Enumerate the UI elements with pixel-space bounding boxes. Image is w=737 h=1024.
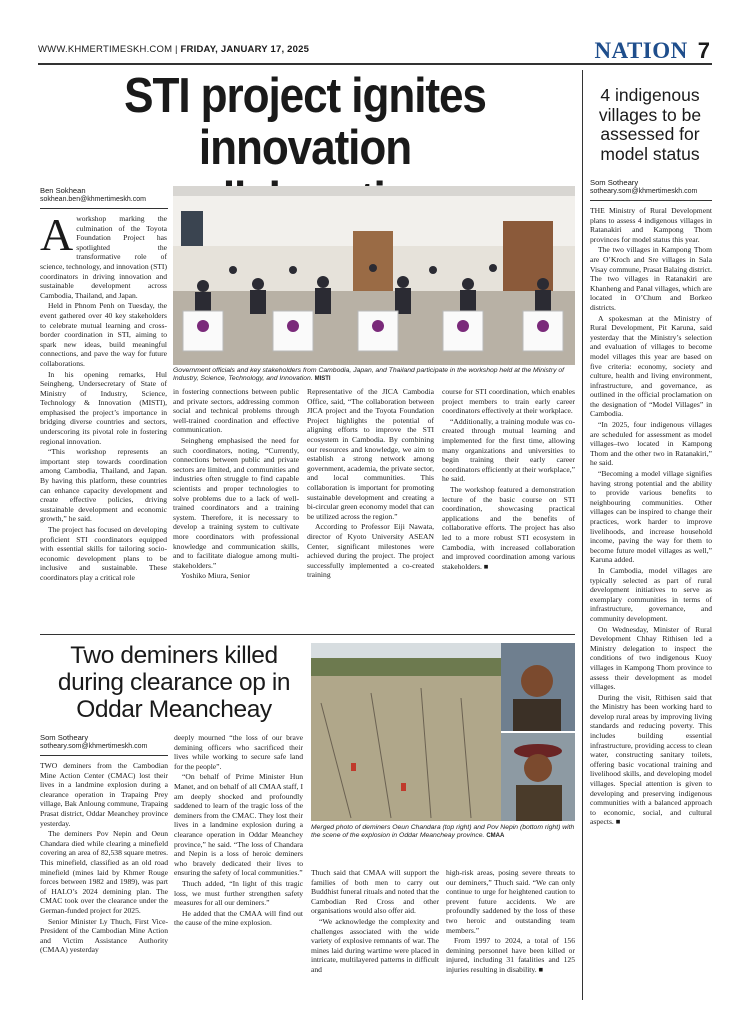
deminers-headline-line1: Two deminers killed (70, 642, 278, 669)
page-number: 7 (697, 38, 710, 63)
main-headline-line1: STI project ignites (124, 69, 486, 123)
sidebar-para-6: In Cambodia, model villages are typically selected as part of rural development initiatives to serve as exemplary communities in terms of infrastructure, governance, and community development. (590, 565, 712, 623)
masthead-separator: | (175, 44, 181, 55)
sidebar-para-8: During the visit, Rithisen said that the Ministry has been working hard to develop rural areas by improving living standards and reducing poverty. This includes building essential infrastructure, providing access to clean water, constructing sanitary toilets, offering basic vocational training and livelihood skills, and developing model villages. Special attention is given to developing and preserving indigenous communities with a balanced approach to economic, social, and cultural aspects. ■ (590, 692, 712, 827)
deminers-col2-para-3: Thuch added, “In light of this tragic loss, we must further strengthen safety measures for all our deminers.” (174, 878, 303, 908)
main-col1-para-2: Held in Phnom Penh on Tuesday, the event gathered over 40 key stakeholders to celebrate mutual learning and cross-border coordination in STI, aiming to spark new ideas, build meaningful connections, and pave the way for future collaborations. (40, 301, 167, 368)
deminers-col4-para-2: From 1997 to 2024, a total of 156 demining personnel have been killed or injured, including 31 fatalities and 125 injuries resulting in disability. ■ (446, 936, 575, 974)
main-col4-para-1: course for STI coordination, which enables project members to train early career coordinators effectively at their workplace. (442, 387, 575, 416)
deminers-col1-para-2: The deminers Pov Nepin and Oeun Chandara died while clearing a minefield covering an area of 82,538 square metres. This minefield, classified as an old road minefield (mines laid by Khmer Rouge forces between 1982 and 1989), was part of HALO’s 2024 demining plan. The CMAC took over the clearance under the German-funded project for 2025. (40, 829, 168, 915)
deminers-col1-para-3: Senior Minister Ly Thuch, First Vice-President of the Cambodian Mine Action and Victim Assistance Authority (CMAA) yesterday (40, 916, 168, 955)
sidebar-para-7: On Wednesday, Minister of Rural Development Chhay Rithisen led a Ministry delegation to inspect the conditions of two indigenous Kuoy villages in Kampong Thom province to assess their development as model villages. (590, 624, 712, 692)
main-col1-para-3: In his opening remarks, Hul Seingheng, Undersecretary of State of Ministry of Industry, Science, Technology & Innovation (MISTI), emphasised the project’s importance in bridging diverse countries and sectors, underscoring its pivotal role in fostering regional innovation. (40, 369, 167, 446)
sidebar-headline: 4 indigenous villages to be assessed for model status (598, 85, 702, 164)
deminers-photo-caption (311, 824, 575, 841)
article-divider (40, 634, 575, 635)
workshop-photo-caption (173, 367, 575, 384)
deminers-byline-rule (40, 755, 168, 756)
drop-cap: A (40, 209, 74, 260)
deminers-photo (311, 643, 575, 821)
deminers-col2-para-1: deeply mourned “the loss of our brave demining officers who sacrificed their lives while working to secure safe land for the people”. (174, 733, 303, 771)
sidebar-byline-rule (590, 200, 712, 201)
deminers-col1 (40, 761, 168, 956)
deminers-headline (40, 642, 308, 723)
section-label (592, 38, 710, 64)
main-headline-line2: innovation (198, 121, 412, 175)
main-col3-para-2: According to Professor Eiji Nawata, director of Kyoto University ASEAN Center, significant milestones were achieved during the project. The project successfully implemented a co-created training (307, 522, 434, 580)
issue-date: FRIDAY, JANUARY 17, 2025 (180, 44, 310, 55)
main-author: Ben Sokhean (40, 186, 86, 195)
workshop-photo-illustration (173, 186, 575, 365)
main-col1-para-4: “This workshop represents an important step towards coordination among Cambodia, Thailand, and Japan. By having this platform, these countries can enhance capacity development and create effective policies, driving sustainable development and economic growth,” he said. (40, 447, 167, 524)
deminers-photo-illustration (311, 643, 575, 821)
workshop-photo (173, 186, 575, 365)
main-col4-para-3: The workshop featured a demonstration lecture of the basic course on STI coordination, showcasing practical applications and the benefits of collaborative efforts. The project has also led to a more robust STI ecosystem in Cambodia, with increased collaboration and improved coordination among various stakeholders. ■ (442, 484, 575, 571)
deminers-col2-para-2: “On behalf of Prime Minister Hun Manet, and on behalf of all CMAA staff, I am deeply shocked and profoundly saddened to learn of the tragic loss of the deminers from the CMAC. They lost their lives in a landmine explosion during a clearance operation in Oddar Meanchey province,” he said. “The loss of Chandara and Nepin is a loss of heroic deminers who bravely dedicated their lives to ensuring the safety of local communities.” (174, 772, 303, 878)
sidebar-para-4: “In 2025, four indigenous villages are scheduled for assessment as model villages–two located in Kampong Thom and the other two in Ratanakiri,” he said. (590, 420, 712, 468)
main-article-col2 (173, 387, 299, 582)
sidebar-body (590, 206, 712, 828)
main-col1-para-5: The project has focused on developing proficient STI coordinators equipped with essential skills for tailoring socio-economic development plans to be inclusive and sustainable. These coordinators play a critical role (40, 525, 167, 582)
site-url: WWW.KHMERTIMESKH.COM (38, 44, 173, 55)
deminers-byline (40, 733, 180, 751)
deminers-author-email[interactable]: sotheary.som@khmertimeskh.com (40, 743, 148, 750)
deminers-headline-line3: Oddar Meancheay (76, 696, 272, 723)
sidebar-byline (590, 178, 714, 196)
sidebar-author-email[interactable]: sotheary.som@khmertimeskh.com (590, 188, 698, 195)
main-col2-para-3: Yoshiko Miura, Senior (181, 571, 251, 581)
main-article-col1 (40, 209, 167, 584)
sidebar-author: Som Sotheary (590, 178, 639, 187)
workshop-caption-text: Government officials and key stakeholders from Cambodia, Japan, and Thailand participate in the workshop held at the Ministry of Industry, Science, Technology, and Innovation. (173, 367, 565, 383)
sidebar-para-3: A spokesman at the Ministry of Rural Development, Pit Karuna, said yesterday that the Ministry’s selection and evaluation of villages to become model villages this year are based on five criteria: economy, society and culture, health and living environment, infrastructure, and governance, as outlined in the official proclamation on the designation of “Model Villages” in Cambodia. (590, 313, 712, 419)
deminers-col4 (446, 868, 575, 976)
main-col2-para-2: Seingheng emphasised the need for such coordinators, noting, “Currently, connections between public and private sectors are limited, and communities and industries often struggle to find capable scientists and proper technologies to solve problems due to a lack of well-trained coordinators and a training system. Therefore, it is necessary to develop a training system to cultivate more coordinators with professional knowledge and communication skills, and to facilitate dialogue among multi-stakeholders.” (173, 435, 299, 570)
main-byline (40, 186, 170, 204)
section-name: NATION (594, 38, 688, 63)
main-article-col4 (442, 387, 575, 572)
deminers-photo-credit: CMAA (486, 833, 505, 840)
deminers-col3-para-2: “We acknowledge the complexity and challenges associated with the wide variety of explosive remnants of war. The mines laid during wartime were placed in intricate, multilayered patterns in difficult and (311, 916, 439, 974)
deminers-col1-para-1: TWO deminers from the Cambodian Mine Action Center (CMAC) lost their lives in a landmine explosion during a clearance operation in Trapaing Prey village, Bak Anloung commune, Trapaing Prasat district, Oddar Meanchey province yesterday. (40, 761, 168, 828)
main-col3-para-1: Representative of the JICA Cambodia Office, said, “The collaboration between JICA project and the Toyota Foundation Project highlights the potential of aligning efforts to improve the STI ecosystem in Cambodia. By combining our resources and knowledge, we aim to establish a strong network among government, academia, the private sector, and local communities. This collaboration is important for promoting sustainable development and creating a bi-circular green economy model that can be utilized across the region.” (307, 387, 434, 521)
main-author-email[interactable]: sokhean.ben@khmertimeskh.com (40, 196, 146, 203)
workshop-photo-credit: MISTI (314, 376, 331, 383)
deminers-headline-line2: during clearance op in (57, 669, 291, 696)
main-article-col3 (307, 387, 434, 581)
deminers-author: Som Sotheary (40, 733, 89, 742)
sidebar-para-2: The two villages in Kampong Thom are O’Kroch and Sre villages in Sala Visay commune, Prasat Balaing district. The two villages in Ratanakiri are Khanheng and Panal villages, which are located in O’Chum and Borkeo districts. (590, 245, 712, 312)
sidebar-para-1: THE Ministry of Rural Development plans to assess 4 indigenous villages in Ratanakiri and Kampong Thom provinces for model status this year. (590, 206, 712, 244)
sidebar-divider (582, 70, 583, 1000)
deminers-col2-para-4: He added that the CMAA will find out the cause of the mine explosion. (174, 908, 303, 928)
main-col1-para-1: Aworkshop marking the culmination of the Toyota Foundation Project has spotlighted the transformative role of science, technology, and innovation (STI) coordinators in driving innovation and sustainable development across Cambodia, Thailand, and Japan. (40, 209, 167, 300)
main-col4-para-2: “Additionally, a training module was co-created through mutual learning and implemented for the first time, allowing many organizations and universities to begin training their early career coordinators efficiently at their workplace,” he said. (442, 416, 575, 484)
masthead (38, 44, 628, 58)
main-col2-para-1: in fostering connections between public and private sectors, addressing common social and technical problems through well-trained coordination and effective communication. (173, 387, 299, 435)
deminers-col4-para-1: high-risk areas, posing severe threats to our deminers,” Thuch said. “We can only continue to urge for heightened caution to prevent future accidents. We are profoundly saddened by the loss of these two heroic and outstanding team members.” (446, 868, 575, 935)
deminers-col2 (174, 733, 303, 929)
sidebar-para-5: “Becoming a model village signifies having strong potential and the ability to provide various benefits to neighbouring communities. Other villages can be inspired to change their practices, work harder to improve livelihoods, and increase household income, paving the way for them to become future model villages as well,” Karuna added. (590, 469, 712, 565)
deminers-col3 (311, 868, 439, 976)
header-rule (38, 63, 712, 65)
deminers-caption-text: Merged photo of deminers Oeun Chandara (top right) and Pov Nepin (bottom right) with the scene of the explosion in Oddar Meancheay province. (311, 824, 575, 840)
deminers-col3-para-1: Thuch said that CMAA will support the families of both men to carry out Buddhist funeral rituals and noted that the Cambodian Red Cross and other organisations would also offer aid. (311, 868, 439, 916)
